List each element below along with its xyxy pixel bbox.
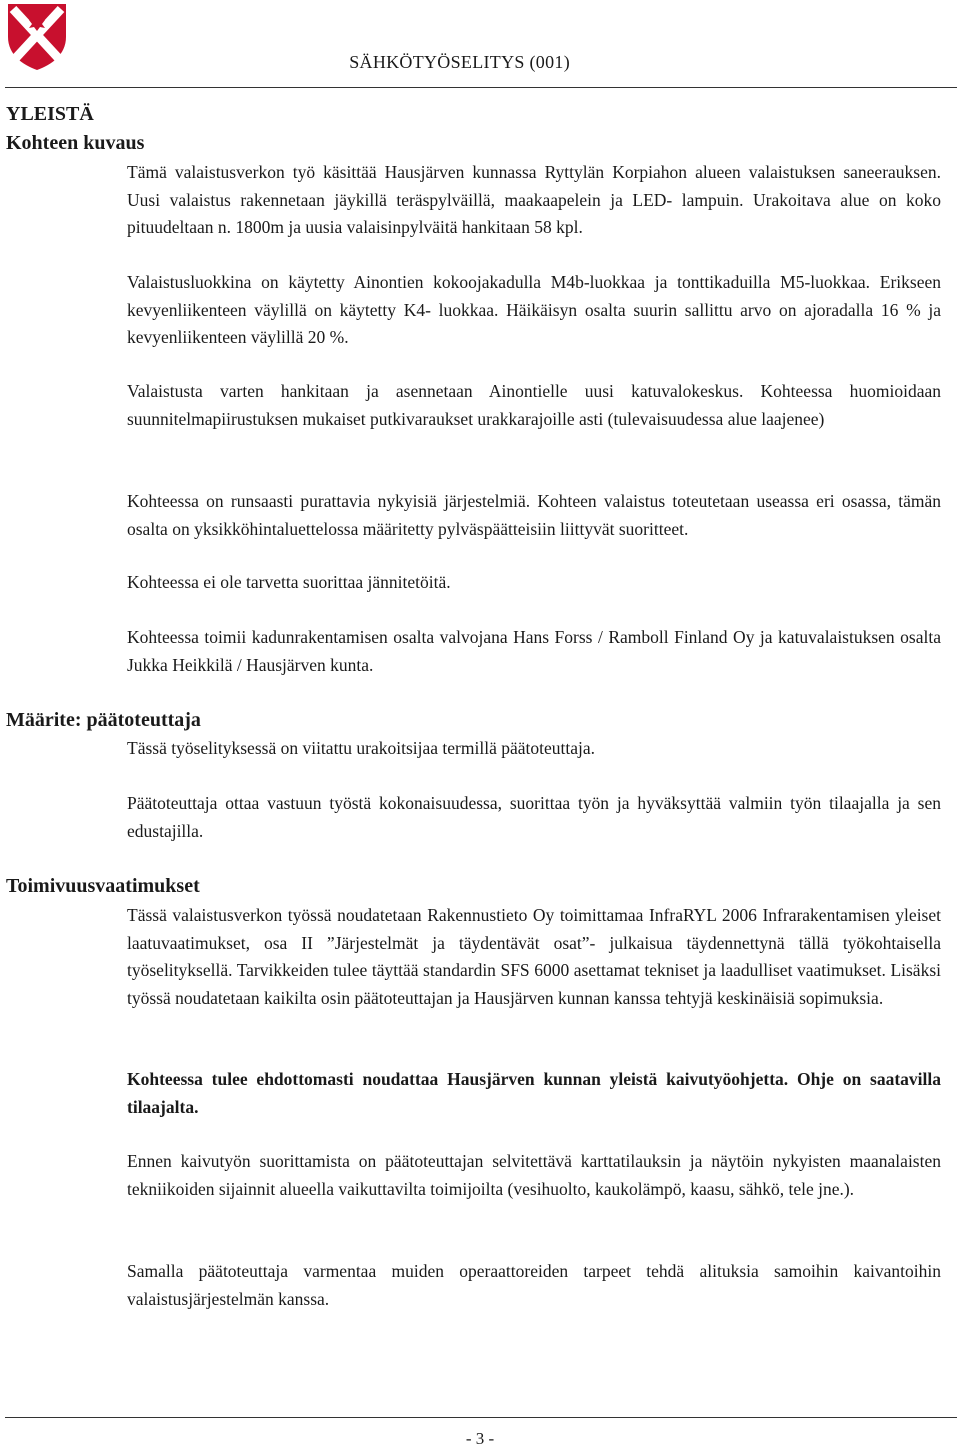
paragraph-kuvaus-2: Valaistusluokkina on käytetty Ainontien kokoojakadulla M4b-luokkaa ja tonttikaduilla M5-luokkaa. Erikseen kevyenliikenteen väylillä on käytetty K4- luokkaa. Häikäisyn osalta suurin sallittu arvo on ajoradalla 16 % ja kevyenliikenteen väylillä 20 %. bbox=[127, 272, 941, 347]
section-heading-toimivuus: Toimivuusvaatimukset bbox=[6, 875, 200, 897]
paragraph-kuvaus-4: Kohteessa on runsaasti purattavia nykyisiä järjestelmiä. Kohteen valaistus toteutetaan useassa eri osassa, tämän osalta on yksikköhintaluettelossa määritetty pylväspäätteisiin liittyvät suoritteet. bbox=[127, 491, 941, 539]
paragraph-toimivuus-2: Kohteessa tulee ehdottomasti noudattaa Hausjärven kunnan yleistä kaivutyöohjetta. Ohje on saatavilla tilaajalta. bbox=[127, 1069, 941, 1117]
section-heading-yleista: YLEISTÄ bbox=[6, 103, 94, 125]
paragraph-kuvaus-5: Kohteessa ei ole tarvetta suorittaa jännitetöitä. bbox=[127, 572, 451, 592]
header-divider bbox=[5, 87, 957, 88]
paragraph-kuvaus-6: Kohteessa toimii kadunrakentamisen osalta valvojana Hans Forss / Ramboll Finland Oy ja katuvalaistuksen osalta Jukka Heikkilä / Hausjärven kunta. bbox=[127, 627, 941, 675]
paragraph-maarite-2: Päätoteuttaja ottaa vastuun työstä kokonaisuudessa, suorittaa työn ja hyväksyttää valmiin työn tilaajalla ja sen edustajilla. bbox=[127, 793, 941, 841]
paragraph-toimivuus-1: Tässä valaistusverkon työssä noudatetaan Rakennustieto Oy toimittamaa InfraRYL 2006 Infrarakentamisen yleiset laatuvaatimukset, osa II ”Järjestelmät ja täydentävät osat”- julkaisua täydennettynä tällä työkohtaisella työselityksellä. Tarvikkeiden tulee täyttää standardin SFS 6000 asettamat tekniset ja laadulliset vaatimukset. Lisäksi työssä noudatetaan kaikilta osin päätoteuttajan ja Hausjärven kunnan kanssa tehtyjä keskinäisiä sopimuksia. bbox=[127, 905, 941, 1008]
paragraph-maarite-1: Tässä työselityksessä on viitattu urakoitsijaa termillä päätoteuttaja. bbox=[127, 738, 595, 758]
paragraph-toimivuus-3: Ennen kaivutyön suorittamista on päätoteuttajan selvitettävä karttatilauksin ja näytöin nykyisten maanalaisten tekniikoiden sijainnit alueella vaikuttavilta toimijoilta (vesihuolto, kaukolämpö, kaasu, sähkö, tele jne.). bbox=[127, 1151, 941, 1199]
paragraph-kuvaus-3: Valaistusta varten hankitaan ja asennetaan Ainontielle uusi katuvalokeskus. Kohteessa huomioidaan suunnitelmapiirustuksen mukaiset putkivaraukset urakkarajoille asti (tulevaisuudessa alue laajenee) bbox=[127, 381, 941, 429]
footer-divider bbox=[5, 1417, 957, 1418]
section-heading-kohteen-kuvaus: Kohteen kuvaus bbox=[6, 132, 145, 154]
document-title: SÄHKÖTYÖSELITYS (001) bbox=[349, 52, 570, 72]
municipal-crest-logo bbox=[7, 3, 67, 71]
paragraph-kuvaus-1: Tämä valaistusverkon työ käsittää Hausjärven kunnassa Ryttylän Korpiahon alueen valaistuksen saneerauksen. Uusi valaistus rakennetaan jäykillä teräspylväillä, maakaapelein ja LED- lampuin. Urakoitava alue on koko pituudeltaan n. 1800m ja uusia valaisinpylväitä hankitaan 58 kpl. bbox=[127, 162, 941, 237]
section-heading-maarite: Määrite: päätoteuttaja bbox=[6, 709, 201, 731]
paragraph-toimivuus-4: Samalla päätoteuttaja varmentaa muiden operaattoreiden tarpeet tehdä alituksia samoihin kaivantoihin valaistusjärjestelmän kanssa. bbox=[127, 1261, 941, 1309]
page-number: - 3 - bbox=[465, 1429, 495, 1448]
